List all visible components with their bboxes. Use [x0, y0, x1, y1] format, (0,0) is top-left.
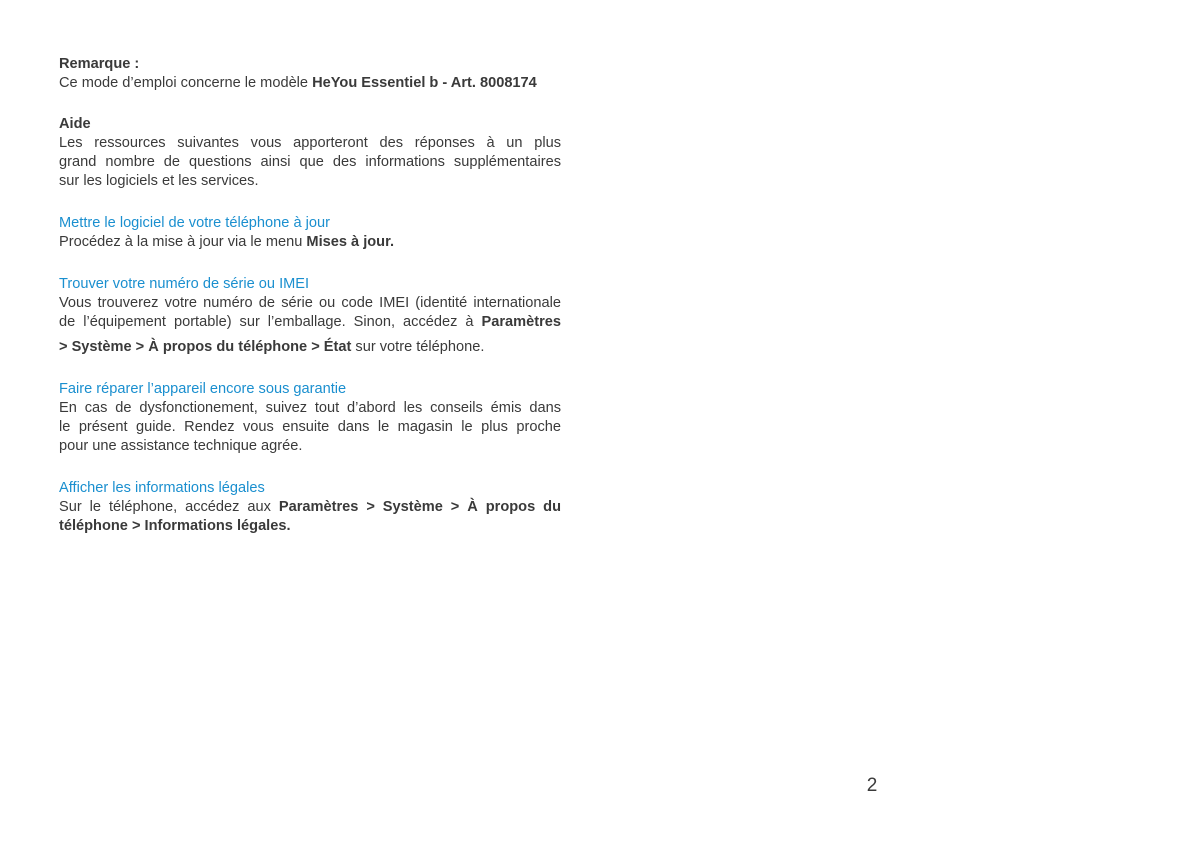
legal-section	[59, 479, 561, 536]
model-reference: HeYou Essentiel b - Art. 8008174	[312, 75, 537, 91]
legal-path-part-2: téléphone > Informations légales.	[59, 518, 291, 534]
update-section	[59, 214, 561, 252]
remark-title: Remarque :	[59, 56, 140, 72]
legal-line-2	[59, 517, 561, 536]
remark-text-prefix: Ce mode d’emploi concerne le modèle	[59, 75, 313, 91]
repair-section	[59, 380, 561, 456]
remark-text	[59, 74, 561, 93]
help-title: Aide	[59, 116, 91, 132]
updates-menu-label: Mises à jour.	[306, 234, 395, 250]
help-section	[59, 115, 561, 191]
update-text-prefix: Procédez à la mise à jour via le menu	[59, 234, 307, 250]
imei-title-link[interactable]: Trouver votre numéro de série ou IMEI	[59, 276, 310, 292]
imei-line-2	[59, 313, 561, 332]
legal-path-part-1: Paramètres > Système > À propos du	[278, 499, 561, 515]
help-text	[59, 134, 561, 191]
page-number: 2	[866, 775, 878, 796]
imei-text	[59, 294, 561, 357]
repair-line: le présent guide. Rendez vous ensuite dans le magasin le plus proche	[59, 419, 561, 435]
legal-title-link[interactable]: Afficher les informations légales	[59, 480, 265, 496]
imei-line-1: Vous trouverez votre numéro de série ou code IMEI (identité internationale	[59, 295, 561, 311]
remark-section	[59, 55, 561, 93]
imei-line-3	[59, 338, 561, 357]
repair-line: En cas de dysfonctionement, suivez tout d’abord les conseils émis dans	[59, 400, 561, 416]
legal-line-1	[59, 498, 561, 517]
update-title-link[interactable]: Mettre le logiciel de votre téléphone à jour	[59, 215, 330, 231]
help-line: grand nombre de questions ainsi que des informations supplémentaires	[59, 154, 561, 170]
update-text	[59, 233, 561, 252]
document-page	[59, 55, 561, 536]
help-line: sur les logiciels et les services.	[59, 173, 259, 189]
settings-label: Paramètres	[481, 314, 561, 330]
legal-line-1-prefix: Sur le téléphone, accédez aux	[59, 499, 279, 515]
legal-text	[59, 498, 561, 536]
repair-title-link[interactable]: Faire réparer l’appareil encore sous garantie	[59, 381, 347, 397]
imei-line-2-prefix: de l’équipement portable) sur l’emballage. Sinon, accédez à	[59, 314, 482, 330]
repair-text	[59, 399, 561, 456]
status-path-label: > Système > À propos du téléphone > État	[59, 339, 352, 355]
repair-line: pour une assistance technique agrée.	[59, 438, 303, 454]
imei-section	[59, 275, 561, 357]
help-line: Les ressources suivantes vous apporteront des réponses à un plus	[59, 135, 561, 151]
imei-line-3-suffix: sur votre téléphone.	[351, 339, 485, 355]
